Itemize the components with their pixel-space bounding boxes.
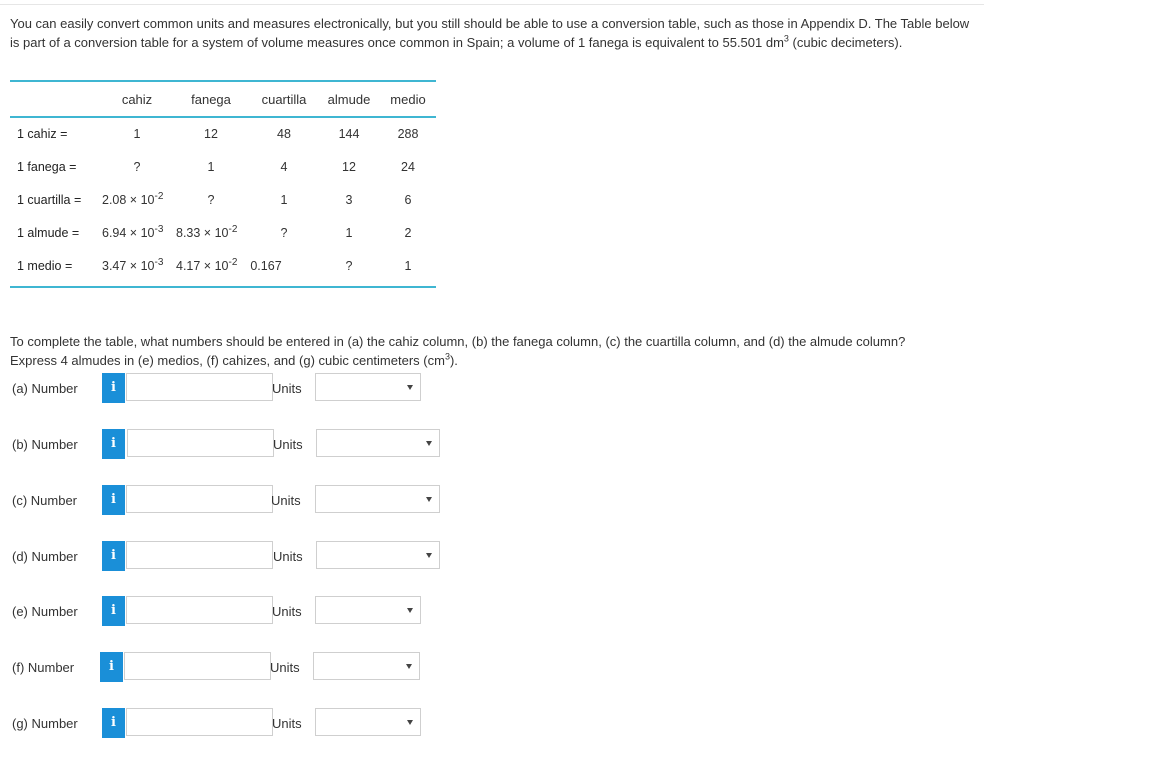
answer-row-d [10, 541, 480, 571]
number-input[interactable] [126, 708, 273, 736]
units-label: Units [270, 660, 300, 675]
question-line-1: To complete the table, what numbers should be entered in (a) the cahiz column, (b) the fanega column, (c) the cuartilla column, and (d) the almude column? [10, 334, 906, 349]
number-label: (a) Number [12, 381, 78, 396]
info-icon[interactable]: i [102, 541, 125, 571]
cell-mantissa: 3 [345, 193, 353, 207]
info-icon[interactable]: i [102, 373, 125, 403]
cell-mantissa: 2.08 × 10 [102, 193, 155, 207]
column-header-medio: medio [390, 92, 426, 107]
top-divider [0, 4, 984, 5]
cell-mantissa: 1 [280, 193, 288, 207]
column-header-almude: almude [327, 92, 371, 107]
intro-tail: (cubic decimeters). [788, 35, 903, 50]
answer-row-f [10, 652, 480, 682]
intro-superscript: 3 [783, 33, 789, 44]
column-header-cahiz: cahiz [121, 92, 153, 107]
dropdown-arrow-icon [426, 441, 432, 446]
table-cell [102, 256, 164, 273]
cell-exponent: -3 [154, 256, 164, 268]
table-cell [342, 160, 356, 174]
table-cell [398, 127, 419, 141]
units-select[interactable] [313, 652, 420, 680]
cell-mantissa: 4.17 × 10 [176, 259, 229, 273]
answer-row-g [10, 708, 480, 738]
info-icon[interactable]: i [102, 429, 125, 459]
answer-row-b [10, 429, 480, 459]
number-label: (f) Number [12, 660, 75, 675]
table-cell [176, 223, 238, 240]
answer-row-e [10, 596, 480, 626]
conversion-table [10, 80, 436, 288]
table-cell [277, 127, 291, 141]
info-icon[interactable]: i [102, 708, 125, 738]
question-line-2 [10, 351, 990, 370]
dropdown-arrow-icon [426, 553, 432, 558]
cell-mantissa: 48 [277, 127, 291, 141]
cell-mantissa: 12 [204, 127, 218, 141]
table-cell [346, 226, 353, 240]
answer-row-c [10, 485, 480, 515]
table-header-divider [10, 116, 436, 118]
table-cell [405, 193, 412, 207]
number-input[interactable] [127, 429, 274, 457]
number-input[interactable] [126, 541, 273, 569]
number-label: (c) Number [12, 493, 78, 508]
units-label: Units [272, 716, 302, 731]
table-cell [339, 127, 360, 141]
table-cell [405, 259, 412, 273]
cell-mantissa: 3.47 × 10 [102, 259, 155, 273]
cell-mantissa: 144 [338, 127, 360, 141]
cell-mantissa: 12 [342, 160, 356, 174]
dropdown-arrow-icon [407, 385, 413, 390]
cell-mantissa: 1 [404, 259, 412, 273]
cell-mantissa: 8.33 × 10 [176, 226, 229, 240]
cell-mantissa: ? [207, 193, 215, 207]
cell-mantissa: 2 [404, 226, 412, 240]
info-icon[interactable]: i [102, 485, 125, 515]
cell-mantissa: ? [345, 259, 353, 273]
cell-exponent: -2 [154, 190, 164, 202]
table-cell [405, 226, 412, 240]
cell-mantissa: 1 [207, 160, 215, 174]
table-cell [204, 127, 218, 141]
cell-exponent: -2 [228, 256, 238, 268]
cell-mantissa: 24 [401, 160, 415, 174]
table-cell [281, 160, 288, 174]
units-select[interactable] [315, 596, 421, 624]
table-cell [208, 160, 215, 174]
answer-row-a [10, 373, 480, 403]
units-label: Units [272, 604, 302, 619]
cell-mantissa: 4 [280, 160, 288, 174]
number-input[interactable] [126, 485, 273, 513]
info-icon[interactable]: i [102, 596, 125, 626]
units-label: Units [272, 381, 302, 396]
dropdown-arrow-icon [426, 497, 432, 502]
cell-mantissa: ? [280, 226, 288, 240]
cell-mantissa: 0.167 [250, 259, 282, 273]
table-cell [102, 190, 164, 207]
units-label: Units [271, 493, 301, 508]
row-label: 1 cuartilla = [17, 193, 82, 207]
units-select[interactable] [315, 708, 421, 736]
table-cell [281, 193, 288, 207]
units-label: Units [273, 549, 303, 564]
row-label: 1 almude = [17, 226, 80, 240]
table-cell [250, 259, 281, 273]
column-header-cuartilla: cuartilla [261, 92, 307, 107]
table-cell [346, 259, 353, 273]
table-cell [346, 193, 353, 207]
intro-paragraph [10, 14, 970, 52]
table-cell [176, 256, 238, 273]
row-label: 1 medio = [17, 259, 73, 273]
table-cell [102, 223, 164, 240]
units-select[interactable] [316, 429, 440, 457]
cell-mantissa: 6 [404, 193, 412, 207]
number-input[interactable] [124, 652, 271, 680]
cell-mantissa: 6.94 × 10 [102, 226, 155, 240]
question-superscript: 3 [444, 351, 450, 362]
column-header-fanega: fanega [191, 92, 231, 107]
units-label: Units [273, 437, 303, 452]
table-cell [401, 160, 415, 174]
question-tail: ). [449, 353, 458, 368]
cell-mantissa: ? [133, 160, 141, 174]
table-cell [134, 160, 141, 174]
number-label: (g) Number [12, 716, 78, 731]
number-input[interactable] [126, 373, 273, 401]
cell-mantissa: 288 [397, 127, 419, 141]
question-line-2-text: Express 4 almudes in (e) medios, (f) cahizes, and (g) cubic centimeters (cm [10, 353, 445, 368]
info-icon[interactable]: i [100, 652, 123, 682]
units-select[interactable] [316, 541, 440, 569]
number-label: (b) Number [12, 437, 78, 452]
cell-exponent: -2 [228, 223, 238, 235]
units-select[interactable] [315, 373, 421, 401]
units-select[interactable] [315, 485, 440, 513]
cell-mantissa: 1 [133, 127, 141, 141]
table-cell [134, 127, 141, 141]
dropdown-arrow-icon [407, 608, 413, 613]
row-label: 1 fanega = [17, 160, 77, 174]
number-label: (e) Number [12, 604, 78, 619]
table-cell [208, 193, 215, 207]
cell-mantissa: 1 [345, 226, 353, 240]
row-label: 1 cahiz = [17, 127, 68, 141]
number-label: (d) Number [12, 549, 78, 564]
question-paragraph [10, 332, 990, 370]
cell-exponent: -3 [154, 223, 164, 235]
dropdown-arrow-icon [407, 720, 413, 725]
table-cell [281, 226, 288, 240]
dropdown-arrow-icon [406, 664, 412, 669]
intro-text: You can easily convert common units and measures electronically, but you still should be able to use a conversion table, such as those in Appendix D. The Table below is part of a conversion table for a system of volume measures once common in Spain; a volume of 1 fanega is equivalent to 55.501 dm [10, 16, 970, 50]
number-input[interactable] [126, 596, 273, 624]
